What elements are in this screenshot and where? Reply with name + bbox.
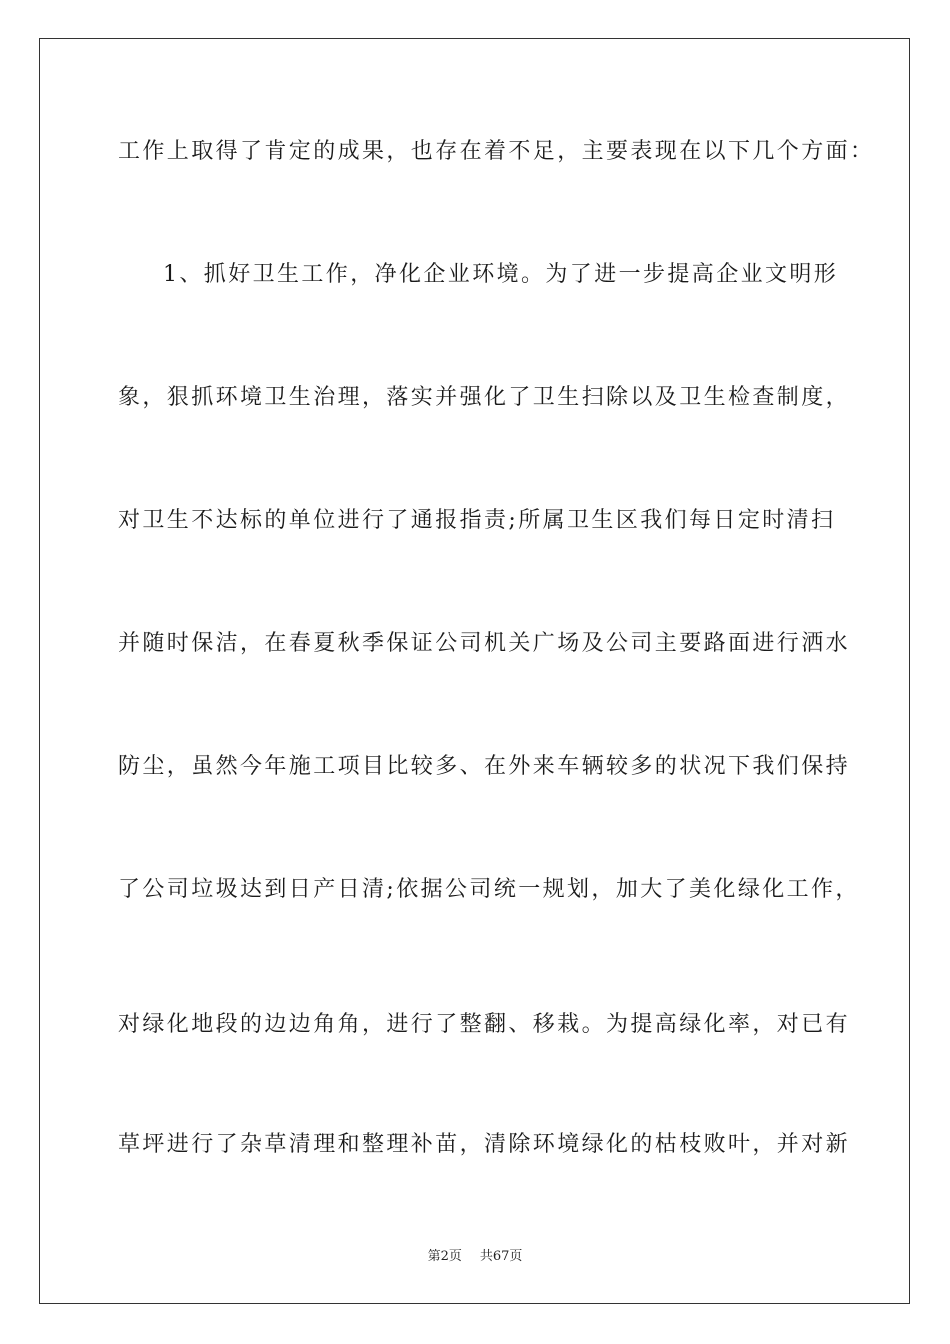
text-line: 工作上取得了肯定的成果，也存在着不足，主要表现在以下几个方面： xyxy=(118,139,875,164)
total-pages: 共67页 xyxy=(479,1249,523,1264)
page-footer xyxy=(0,1248,950,1266)
page-number: 第2页 xyxy=(427,1249,462,1264)
text-line: 对卫生不达标的单位进行了通报指责;所属卫生区我们每日定时清扫 xyxy=(118,508,836,533)
text-line: 象，狠抓环境卫生治理，落实并强化了卫生扫除以及卫生检查制度， xyxy=(118,385,851,410)
text-line: 了公司垃圾达到日产日清;依据公司统一规划，加大了美化绿化工作， xyxy=(118,877,860,902)
text-line: 草坪进行了杂草清理和整理补苗，清除环境绿化的枯枝败叶，并对新 xyxy=(118,1132,851,1157)
text-line: 对绿化地段的边边角角，进行了整翻、移栽。为提高绿化率，对已有 xyxy=(118,1012,851,1037)
text-line: 防尘，虽然今年施工项目比较多、在外来车辆较多的状况下我们保持 xyxy=(118,754,851,779)
page-border xyxy=(39,38,910,1304)
text-line: 1、抓好卫生工作，净化企业环境。为了进一步提高企业文明形 xyxy=(163,262,839,287)
text-line: 并随时保洁，在春夏秋季保证公司机关广场及公司主要路面进行洒水 xyxy=(118,631,851,656)
